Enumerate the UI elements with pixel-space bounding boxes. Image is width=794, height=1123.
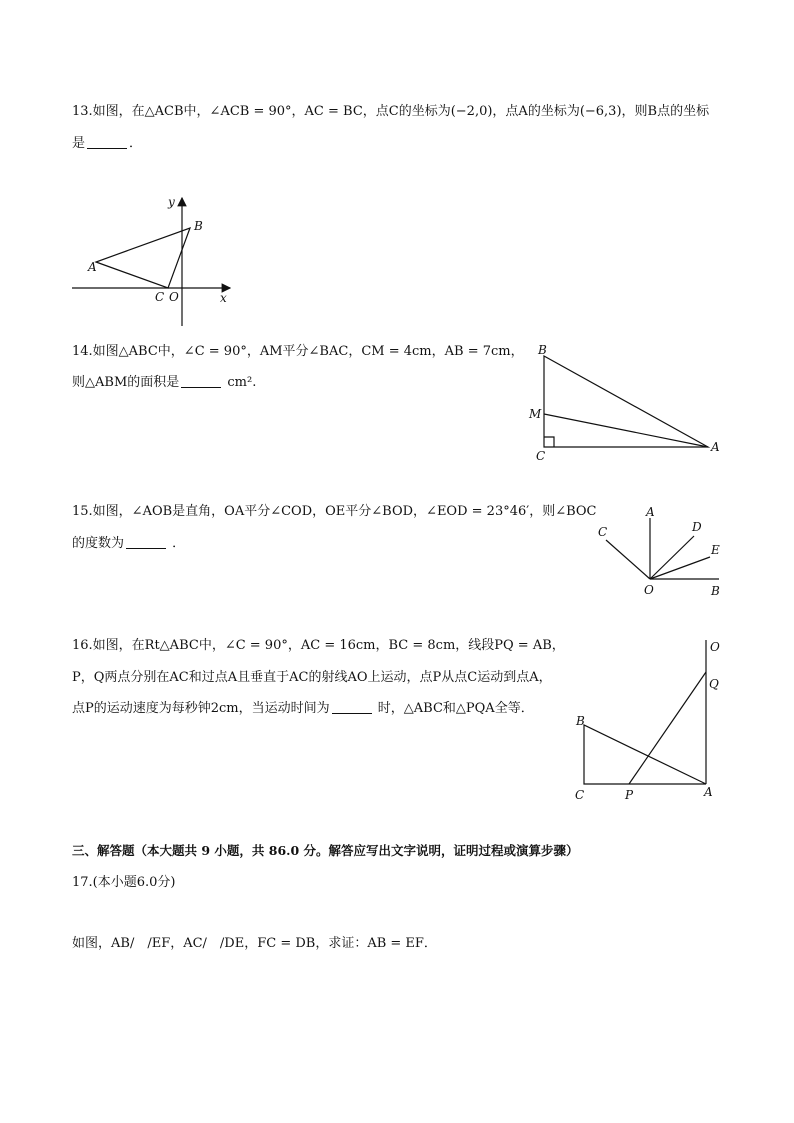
- q14-bisector-am: [544, 414, 708, 447]
- q17-text: 如图，AB/ /EF，AC/ /DE，FC = DB，求证：AB = EF．: [72, 936, 437, 951]
- q15-label-b: B: [711, 584, 720, 598]
- q13-label-b: B: [194, 219, 203, 233]
- q15-ray-od: [650, 536, 694, 579]
- q16-figure: [570, 636, 730, 806]
- q16-triangle-abc: [584, 725, 706, 784]
- q13-label-a: A: [88, 260, 97, 274]
- q17-title: 17.(本小题6.0分): [72, 875, 176, 890]
- q15-suffix: ．: [168, 536, 186, 551]
- q14-label-a: A: [711, 440, 720, 454]
- q13-triangle-acb: [96, 228, 190, 288]
- q14-label-m: M: [529, 407, 542, 421]
- q13-label-o: O: [169, 290, 179, 304]
- q15-text-line1: 15.如图，∠AOB是直角，OA平分∠COD，OE平分∠BOD，∠EOD = 23°46′，则∠BOC: [72, 504, 597, 519]
- q13-label-x: x: [220, 291, 227, 305]
- q16-answer-blank: [332, 701, 372, 714]
- q14-right-angle-mark: [544, 437, 554, 447]
- q15-label-c: C: [598, 525, 608, 539]
- q13-prefix: 是: [72, 136, 86, 151]
- q16-text-line2: P，Q两点分别在AC和过点A且垂直于AC的射线AO上运动，点P从点C运动到点A，: [72, 670, 552, 685]
- q15-label-o: O: [644, 583, 654, 597]
- q13-label-y: y: [168, 195, 175, 209]
- q15-label-a: A: [646, 505, 655, 519]
- q15-ray-oc: [606, 540, 650, 579]
- q13-answer-blank: [87, 136, 127, 149]
- q15-label-e: E: [711, 543, 720, 557]
- q14-answer-blank: [181, 375, 221, 388]
- q16-segment-pq: [629, 672, 706, 784]
- q15-prefix: 的度数为: [72, 536, 125, 551]
- q14-triangle-abc: [544, 356, 708, 447]
- q16-label-p: P: [625, 788, 634, 802]
- q16-text-line3: [72, 700, 534, 718]
- q13-suffix: ．: [129, 136, 143, 151]
- q16-text-line1: 16.如图，在Rt△ABC中，∠C = 90°，AC = 16cm，BC = 8cm，线段PQ = AB，: [72, 638, 565, 653]
- q14-text-line1: 14.如图△ABC中，∠C = 90°，AM平分∠BAC，CM = 4cm，AB = 7cm，: [72, 344, 524, 359]
- q15-answer-blank: [126, 536, 166, 549]
- q16-label-o: O: [710, 640, 720, 654]
- q13-figure: [70, 192, 240, 332]
- q16-prefix: 点P的运动速度为每秒钟2cm，当运动时间为: [72, 701, 330, 716]
- q13-text-line2: [72, 135, 142, 153]
- q14-label-c: C: [536, 449, 546, 463]
- q13-label-c: C: [155, 290, 165, 304]
- q15-figure: [592, 502, 732, 602]
- q14-text-line2: [72, 374, 256, 392]
- q14-prefix: 则△ABM的面积是: [72, 375, 180, 390]
- q15-ray-oe: [650, 557, 710, 579]
- q14-suffix: cm².: [223, 375, 257, 390]
- q16-label-c: C: [575, 788, 585, 802]
- q16-label-a: A: [704, 785, 713, 799]
- q15-text-line2: [72, 535, 185, 553]
- q16-label-q: Q: [709, 677, 719, 691]
- section3-heading: 三、解答题（本大题共 9 小题，共 86.0 分。解答应写出文字说明，证明过程或演算步骤）: [72, 843, 579, 858]
- q13-text-line1: 13.如图，在△ACB中，∠ACB = 90°，AC = BC，点C的坐标为(−2,0)，点A的坐标为(−6,3)，则B点的坐标: [72, 104, 710, 119]
- q16-label-b: B: [576, 714, 585, 728]
- q14-label-b: B: [538, 343, 547, 357]
- q16-suffix: 时，△ABC和△PQA全等．: [373, 701, 534, 716]
- q14-figure: [528, 342, 728, 462]
- q15-label-d: D: [692, 520, 702, 534]
